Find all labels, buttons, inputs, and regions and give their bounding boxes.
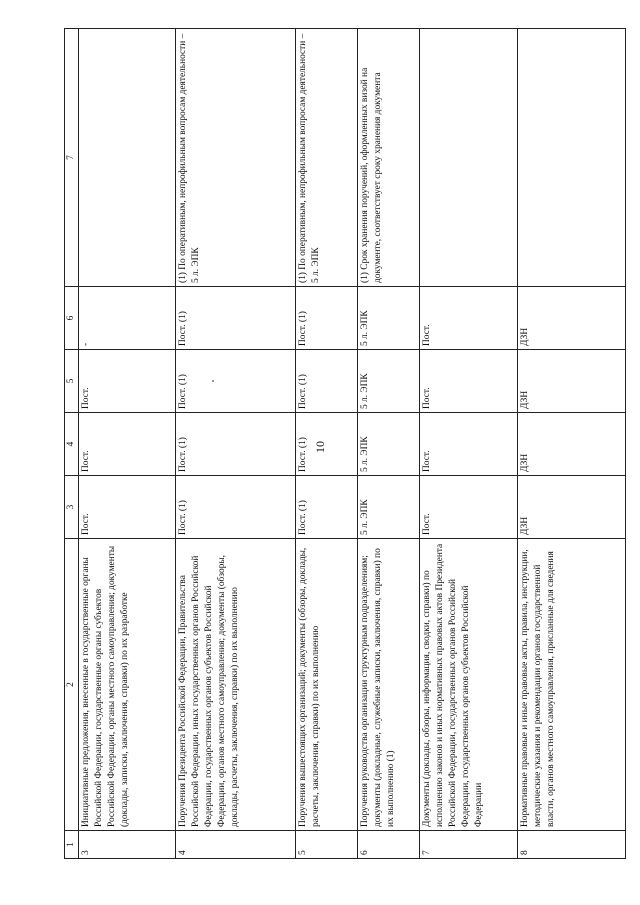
retention-term: Пост. (1): [296, 287, 358, 350]
note: [518, 29, 626, 287]
table-row: [296, 29, 358, 859]
retention-term: 5 л. ЭПК: [358, 350, 420, 413]
retention-term: Пост.: [420, 413, 518, 476]
column-number: 3: [65, 476, 79, 539]
column-number: 5: [65, 350, 79, 413]
retention-term: ДЗН: [518, 287, 626, 350]
column-number: 4: [65, 413, 79, 476]
document-type: Поручения Президента Российской Федерации, Правительства Российской Федерации, иных государственных органов Российской Федерации, государственных органов субъектов Российской Федерации, органов местного самоуправления; документы (обзоры, доклады, расчеты, заключения, справки) по их выполнению: [176, 539, 296, 831]
retention-term: Пост.: [420, 350, 518, 413]
records-table: [64, 28, 626, 859]
column-number: 2: [65, 539, 79, 831]
document-type: Документы (доклады, обзоры, информация, сводки, справки) по исполнению законов и иных нормативных правовых актов Президента Российской Федерации, государственных органов Российской Федерации, государственных органов субъектов Российской Федерации: [420, 539, 518, 831]
retention-term: ДЗН: [518, 350, 626, 413]
retention-term: Пост. (1): [296, 413, 358, 476]
retention-term: Пост.: [420, 287, 518, 350]
retention-term: 5 л. ЭПК: [358, 476, 420, 539]
retention-term: Пост.: [420, 476, 518, 539]
retention-term: 5 л. ЭПК: [358, 413, 420, 476]
retention-term: 5 л. ЭПК: [358, 287, 420, 350]
document-type: Поручения руководства организации структурным подразделениям; документы (докладные, служебные записки, заключения, справки) по их выполнению (1): [358, 539, 420, 831]
retention-term: -: [79, 287, 176, 350]
retention-term: Пост. (1): [176, 287, 296, 350]
retention-term: Пост. (1): [176, 413, 296, 476]
article-number: 8: [518, 831, 626, 859]
retention-term: Пост.: [79, 476, 176, 539]
article-number: 5: [296, 831, 358, 859]
retention-term: ДЗН: [518, 413, 626, 476]
retention-term: Пост. (1): [296, 476, 358, 539]
retention-term: Пост.: [79, 350, 176, 413]
column-number: 6: [65, 287, 79, 350]
retention-term: Пост. (1): [176, 476, 296, 539]
column-number-row: [65, 29, 79, 859]
column-number: 7: [65, 29, 79, 287]
column-number: 1: [65, 831, 79, 859]
table-row: [358, 29, 420, 859]
table-row: [420, 29, 518, 859]
retention-term: Пост. (1): [176, 350, 296, 413]
note: (1) По оперативным, непрофильным вопросам деятельности – 5 л. ЭПК: [176, 29, 296, 287]
retention-term: Пост. (1): [296, 350, 358, 413]
note: [79, 29, 176, 287]
table-row: [176, 29, 296, 859]
table-row: [518, 29, 626, 859]
article-number: 3: [79, 831, 176, 859]
article-number: 4: [176, 831, 296, 859]
rotated-table-wrapper: [64, 29, 624, 859]
note: [420, 29, 518, 287]
table-row: [79, 29, 176, 859]
note: (1) По оперативным, непрофильным вопросам деятельности – 5 л. ЭПК: [296, 29, 358, 287]
article-number: 6: [358, 831, 420, 859]
document-type: Нормативные правовые и иные правовые акты, правила, инструкции, методические указания и рекомендации органов государственной власти, органов местного самоуправления, присланные для сведения: [518, 539, 626, 831]
document-type: Инициативные предложения, внесенные в государственные органы Российской Федерации, государственные органы субъектов Российской Федерации, органы местного самоуправления; документы (доклады, записки, заключения, справки) по их разработке: [79, 539, 176, 831]
retention-term: Пост.: [79, 413, 176, 476]
document-type: Поручения вышестоящих организаций; документы (обзоры, доклады, расчеты, заключения, справки) по их выполнению: [296, 539, 358, 831]
article-number: 7: [420, 831, 518, 859]
page-number: 10: [313, 441, 327, 453]
retention-term: ДЗН: [518, 476, 626, 539]
note: (1) Срок хранения поручений, оформленных визой на документе, соответствует сроку хранения документа: [358, 29, 420, 287]
